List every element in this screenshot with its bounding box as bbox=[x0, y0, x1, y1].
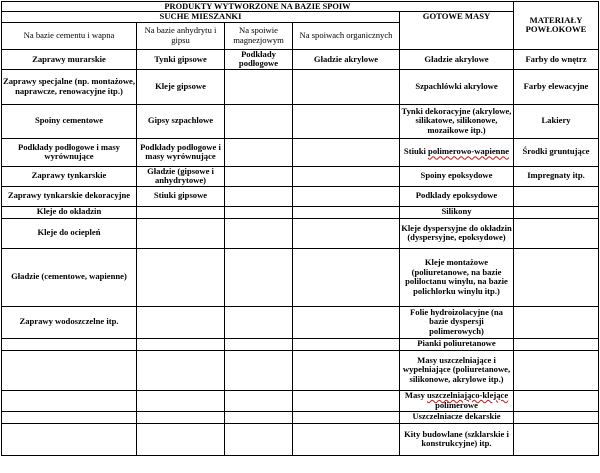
cell-coating bbox=[514, 350, 599, 390]
cell-ready-mass: Stiuki polimerowo-wapienne bbox=[400, 138, 514, 166]
cell-coating bbox=[514, 411, 599, 423]
cell-magnesia bbox=[225, 423, 293, 455]
ready-masses-header: GOTOWE MASY bbox=[400, 12, 514, 49]
table-row bbox=[2, 306, 599, 338]
cell-organic bbox=[293, 306, 400, 338]
column-header-cement-lime: Na bazie cementu i wapna bbox=[2, 22, 137, 49]
cell-magnesia bbox=[225, 338, 293, 350]
cell-cement-lime: Spoiny cementowe bbox=[2, 104, 137, 138]
cell-ready-mass: Uszczelniacze dekarskie bbox=[400, 411, 514, 423]
cell-magnesia bbox=[225, 186, 293, 206]
coatings-header: MATERIAŁY POWŁOKOWE bbox=[514, 2, 599, 50]
cell-magnesia bbox=[225, 218, 293, 248]
cell-coating bbox=[514, 206, 599, 218]
table-row bbox=[2, 350, 599, 390]
table-row bbox=[2, 338, 599, 350]
cell-coating bbox=[514, 390, 599, 411]
cell-anhydrite-gypsum: Gipsy szpachlowe bbox=[137, 104, 225, 138]
table-title: PRODUKTY WYTWORZONE NA BAZIE SPOIW bbox=[2, 2, 514, 12]
cell-organic bbox=[293, 218, 400, 248]
cell-cement-lime bbox=[2, 411, 137, 423]
cell-cement-lime: Podkłady podłogowe i masy wyrównujące bbox=[2, 138, 137, 166]
cell-cement-lime bbox=[2, 423, 137, 455]
table-row bbox=[2, 49, 599, 69]
cell-cement-lime: Zaprawy tynkarskie dekoracyjne bbox=[2, 186, 137, 206]
products-table bbox=[1, 1, 599, 456]
table-row bbox=[2, 69, 599, 104]
column-header-anhydrite-gypsum: Na bazie anhydrytu i gipsu bbox=[137, 22, 225, 49]
cell-ready-mass: Masy uszczelniające i wypełniające (poliuretanowe, silikonowe, akrylowe itp.) bbox=[400, 350, 514, 390]
cell-ready-mass: Folie hydroizolacyjne (na bazie dyspersji polimerowych) bbox=[400, 306, 514, 338]
cell-cement-lime bbox=[2, 390, 137, 411]
cell-organic: Gładzie akrylowe bbox=[293, 49, 400, 69]
cell-organic bbox=[293, 248, 400, 306]
cell-organic bbox=[293, 338, 400, 350]
cell-cement-lime bbox=[2, 338, 137, 350]
cell-coating bbox=[514, 186, 599, 206]
cell-ready-mass: Spoiny epoksydowe bbox=[400, 166, 514, 186]
cell-cement-lime: Kleje do okładzin bbox=[2, 206, 137, 218]
table-row bbox=[2, 104, 599, 138]
table-row bbox=[2, 138, 599, 166]
cell-coating: Farby do wnętrz bbox=[514, 49, 599, 69]
cell-magnesia bbox=[225, 248, 293, 306]
cell-ready-mass: Tynki dekoracyjne (akrylowe, silikatowe, silikonowe, mozaikowe itp.) bbox=[400, 104, 514, 138]
cell-ready-mass: Gładzie akrylowe bbox=[400, 49, 514, 69]
cell-organic bbox=[293, 350, 400, 390]
table-row bbox=[2, 390, 599, 411]
cell-magnesia bbox=[225, 104, 293, 138]
table-row bbox=[2, 206, 599, 218]
cell-coating bbox=[514, 423, 599, 455]
table-row bbox=[2, 218, 599, 248]
cell-coating: Impregnaty itp. bbox=[514, 166, 599, 186]
cell-organic bbox=[293, 206, 400, 218]
cell-anhydrite-gypsum bbox=[137, 306, 225, 338]
table-row bbox=[2, 166, 599, 186]
cell-magnesia: Podkłady podłogowe bbox=[225, 49, 293, 69]
cell-anhydrite-gypsum: Gładzie (gipsowe i anhydrytowe) bbox=[137, 166, 225, 186]
cell-organic bbox=[293, 138, 400, 166]
cell-coating bbox=[514, 306, 599, 338]
cell-organic bbox=[293, 69, 400, 104]
cell-cement-lime: Zaprawy tynkarskie bbox=[2, 166, 137, 186]
cell-organic bbox=[293, 166, 400, 186]
cell-anhydrite-gypsum: Podkłady podłogowe i masy wyrównujące bbox=[137, 138, 225, 166]
cell-ready-mass: Kity budowlane (szklarskie i konstrukcyjne) itp. bbox=[400, 423, 514, 455]
cell-anhydrite-gypsum bbox=[137, 218, 225, 248]
cell-cement-lime: Kleje do ociepleń bbox=[2, 218, 137, 248]
cell-organic bbox=[293, 390, 400, 411]
cell-coating bbox=[514, 218, 599, 248]
cell-ready-mass: Masy uszczelniająco-klejące polimerowe bbox=[400, 390, 514, 411]
table-row bbox=[2, 411, 599, 423]
cell-ready-mass: Kleje montażowe (poliuretanowe, na bazie poliloctanu winylu, na bazie polichlorku winylu itp.) bbox=[400, 248, 514, 306]
cell-anhydrite-gypsum bbox=[137, 423, 225, 455]
cell-anhydrite-gypsum bbox=[137, 350, 225, 390]
cell-organic bbox=[293, 186, 400, 206]
cell-cement-lime: Zaprawy specjalne (np. montażowe, naprawcze, renowacyjne itp.) bbox=[2, 69, 137, 104]
cell-cement-lime: Zaprawy wodoszczelne itp. bbox=[2, 306, 137, 338]
cell-anhydrite-gypsum bbox=[137, 338, 225, 350]
cell-ready-mass: Szpachlówki akrylowe bbox=[400, 69, 514, 104]
cell-anhydrite-gypsum bbox=[137, 248, 225, 306]
column-header-magnesia: Na spoiwie magnezjowym bbox=[225, 22, 293, 49]
cell-anhydrite-gypsum bbox=[137, 390, 225, 411]
cell-magnesia bbox=[225, 306, 293, 338]
cell-cement-lime bbox=[2, 350, 137, 390]
cell-magnesia bbox=[225, 166, 293, 186]
dry-mixes-header: SUCHE MIESZANKI bbox=[2, 12, 400, 22]
cell-anhydrite-gypsum bbox=[137, 411, 225, 423]
column-header-organic: Na spoiwach organicznych bbox=[293, 22, 400, 49]
cell-anhydrite-gypsum: Tynki gipsowe bbox=[137, 49, 225, 69]
cell-magnesia bbox=[225, 390, 293, 411]
cell-anhydrite-gypsum: Kleje gipsowe bbox=[137, 69, 225, 104]
cell-ready-mass: Silikony bbox=[400, 206, 514, 218]
cell-anhydrite-gypsum: Stiuki gipsowe bbox=[137, 186, 225, 206]
cell-cement-lime: Zaprawy murarskie bbox=[2, 49, 137, 69]
cell-ready-mass: Podkłady epoksydowe bbox=[400, 186, 514, 206]
cell-coating: Środki gruntujące bbox=[514, 138, 599, 166]
cell-organic bbox=[293, 423, 400, 455]
cell-magnesia bbox=[225, 138, 293, 166]
cell-organic bbox=[293, 104, 400, 138]
cell-ready-mass: Kleje dyspersyjne do okładzin (dyspersyjne, epoksydowe) bbox=[400, 218, 514, 248]
cell-magnesia bbox=[225, 350, 293, 390]
cell-coating: Lakiery bbox=[514, 104, 599, 138]
cell-magnesia bbox=[225, 206, 293, 218]
table-row bbox=[2, 248, 599, 306]
cell-anhydrite-gypsum bbox=[137, 206, 225, 218]
cell-magnesia bbox=[225, 69, 293, 104]
table-row bbox=[2, 423, 599, 455]
cell-coating: Farby elewacyjne bbox=[514, 69, 599, 104]
table-row bbox=[2, 186, 599, 206]
cell-magnesia bbox=[225, 411, 293, 423]
cell-coating bbox=[514, 338, 599, 350]
cell-ready-mass: Pianki poliuretanowe bbox=[400, 338, 514, 350]
cell-organic bbox=[293, 411, 400, 423]
cell-cement-lime: Gładzie (cementowe, wapienne) bbox=[2, 248, 137, 306]
cell-coating bbox=[514, 248, 599, 306]
